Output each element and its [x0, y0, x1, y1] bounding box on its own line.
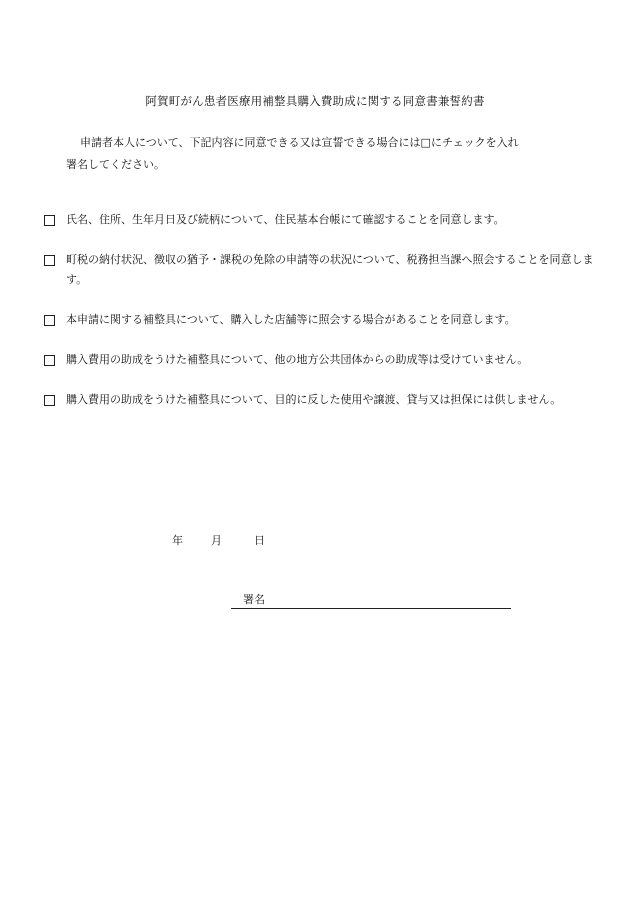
consent-item-text: 町税の納付状況、徴収の猶予・課税の免除の申請等の状況について、税務担当課へ照会することを同意します。: [66, 253, 594, 286]
intro-line-2: 署名してください。: [66, 158, 165, 171]
consent-item-tax-inquiry: [44, 250, 604, 290]
consent-checkbox-4[interactable]: [44, 355, 55, 366]
consent-item-text: 本申請に関する補整具について、購入した店舗等に照会する場合があることを同意します。: [66, 313, 516, 326]
consent-item-no-misuse: [44, 390, 604, 410]
consent-checkbox-2[interactable]: [44, 255, 55, 266]
consent-checkbox-1[interactable]: [44, 215, 55, 226]
month-label: 月: [211, 534, 222, 547]
document-title: 阿賀町がん患者医療用補整具購入費助成に関する同意書兼誓約書: [145, 94, 485, 108]
consent-checkbox-3[interactable]: [44, 315, 55, 326]
intro-line-1: 申請者本人について、下記内容に同意できる又は宣誓できる場合には□にチェックを入れ: [80, 136, 519, 149]
consent-items-list: [44, 210, 604, 410]
consent-item-text: 氏名、住所、生年月日及び続柄について、住民基本台帳にて確認することを同意します。: [66, 213, 505, 226]
signature-line[interactable]: [231, 590, 511, 609]
signature-label: 署名: [243, 593, 265, 606]
consent-item-text: 購入費用の助成をうけた補整具について、目的に反した使用や譲渡、貸与又は担保には供しません。: [66, 393, 562, 406]
consent-checkbox-5[interactable]: [44, 395, 55, 406]
consent-item-text: 購入費用の助成をうけた補整具について、他の地方公共団体からの助成等は受けていません。: [66, 353, 529, 366]
consent-item-no-other-subsidy: [44, 350, 604, 370]
intro-paragraph: [66, 132, 586, 176]
date-field[interactable]: [172, 532, 265, 548]
year-label: 年: [172, 534, 183, 547]
day-label: 日: [254, 534, 265, 547]
consent-item-store-inquiry: [44, 310, 604, 330]
consent-item-resident-registry: [44, 210, 604, 230]
